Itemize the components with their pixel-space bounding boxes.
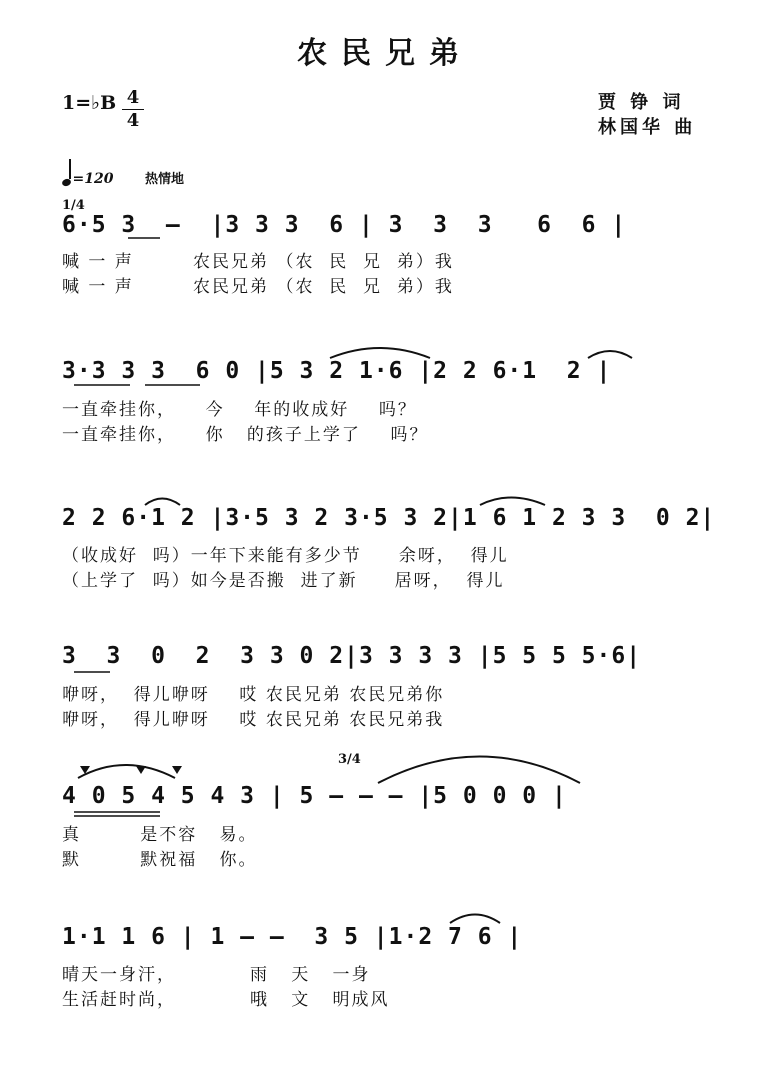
meter-change-marker-1: 1/4	[62, 198, 85, 213]
notation-line-4: 3 3 0 2 3 3 0 2|3 3 3 3 |5 5 5 5·6|	[62, 643, 642, 669]
time-signature: 4 4	[122, 88, 144, 131]
slur-mark	[78, 765, 175, 778]
lyrics-line-2b: 一直牵挂你， 你 的孩子上学了 吗？	[62, 425, 429, 445]
lyrics-line-4a: 咿呀， 得儿咿呀 哎 农民兄弟 农民兄弟你	[62, 685, 445, 705]
lyrics-line-5a: 真 是不容 易。	[62, 825, 258, 845]
slur-mark	[330, 348, 430, 358]
slur-mark	[588, 351, 632, 358]
slur-mark	[378, 757, 580, 784]
lyrics-line-1a: 喊 一 声 农民兄弟 （农 民 兄 弟）我	[62, 252, 454, 272]
accent-mark	[80, 766, 90, 774]
tempo-marking: =120	[62, 163, 113, 187]
notation-line-5: 4 0 5 4 5 4 3 | 5 — — — |5 0 0 0 |	[62, 783, 567, 809]
composer-credit: 林国华 曲	[598, 117, 697, 138]
notation-line-3: 2 2 6·1 2 |3·5 3 2 3·5 3 2|1 6 1 2 3 3 0 2|	[62, 505, 716, 531]
expression-marking: 热情地	[145, 172, 185, 187]
song-title: 农民兄弟	[297, 36, 473, 71]
lyrics-line-6b: 生活赶时尚， 哦 文 明成风	[62, 990, 390, 1010]
notation-line-1: 6·5 3 — |3 3 3 6 | 3 3 3 6 6 |	[62, 212, 627, 238]
key-signature: 1=♭B	[62, 92, 117, 114]
lyrics-line-4b: 咿呀， 得儿咿呀 哎 农民兄弟 农民兄弟我	[62, 710, 445, 730]
lyricist-credit: 贾 铮 词	[598, 92, 685, 113]
lyrics-line-2a: 一直牵挂你， 今 年的收成好 吗？	[62, 400, 417, 420]
quarter-note-icon	[61, 178, 72, 188]
slur-mark	[450, 915, 500, 924]
lyrics-line-6a: 晴天一身汗， 雨 天 一身	[62, 965, 371, 985]
accent-mark	[172, 766, 182, 774]
lyrics-line-1b: 喊 一 声 农民兄弟 （农 民 兄 弟）我	[62, 277, 454, 297]
notation-line-2: 3·3 3 3 6 0 |5 3 2 1·6 |2 2 6·1 2 |	[62, 358, 612, 384]
accent-mark	[136, 766, 146, 774]
lyrics-line-5b: 默 默祝福 你。	[62, 850, 258, 870]
slur-mark	[480, 498, 545, 506]
lyrics-line-3b: （上学了 吗）如今是否搬 进了新 居呀， 得儿	[62, 571, 505, 591]
notation-line-6: 1·1 1 6 | 1 — — 3 5 |1·2 7 6 |	[62, 924, 523, 950]
lyrics-line-3a: （收成好 吗）一年下来能有多少节 余呀， 得儿	[62, 546, 509, 566]
meter-change-marker-2: 3/4	[338, 752, 361, 767]
